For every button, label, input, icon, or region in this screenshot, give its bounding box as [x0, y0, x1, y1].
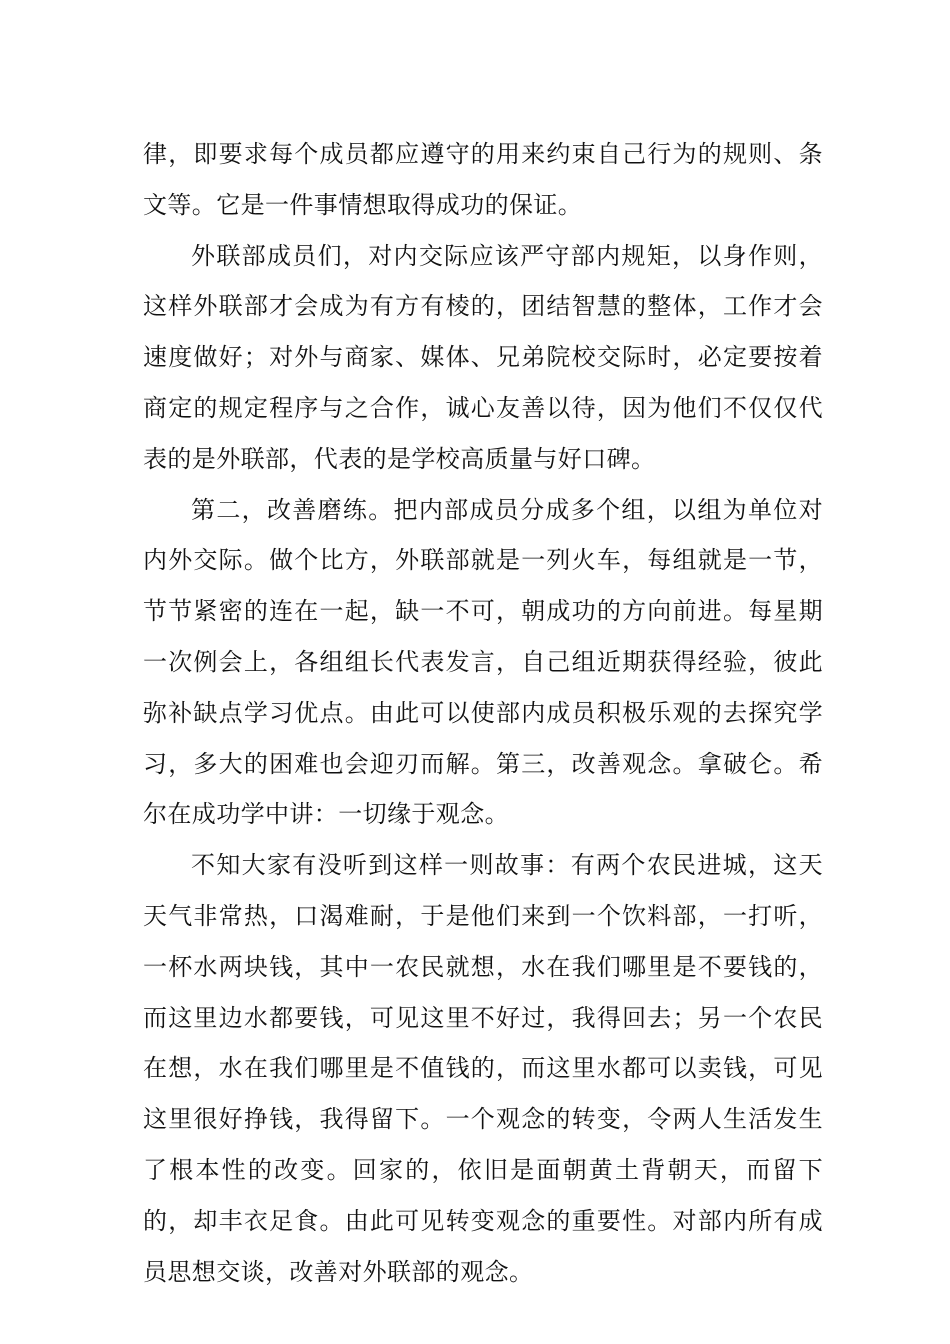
paragraph-1: 律，即要求每个成员都应遵守的用来约束自己行为的规则、条文等。它是一件事情想取得成功的保证。	[143, 140, 823, 219]
paragraph-4: 不知大家有没听到这样一则故事：有两个农民进城，这天天气非常热，口渴难耐，于是他们来到一个饮料部，一打听，一杯水两块钱，其中一农民就想，水在我们哪里是不要钱的，而这里边水都要钱，可见这里不好过，我得回去；另一个农民在想，水在我们哪里是不值钱的，而这里水都可以卖钱，可见这里很好挣钱，我得留下。一个观念的转变，令两人生活发生了根本性的改变。回家的，依旧是面朝黄土背朝天，而留下的，却丰衣足食。由此可见转变观念的重要性。对部内所有成员思想交谈，改善对外联部的观念。	[143, 851, 823, 1286]
paragraph-2: 外联部成员们，对内交际应该严守部内规矩，以身作则，这样外联部才会成为有方有棱的，团结智慧的整体，工作才会速度做好；对外与商家、媒体、兄弟院校交际时，必定要按着商定的规定程序与之合作，诚心友善以待，因为他们不仅仅代表的是外联部，代表的是学校高质量与好口碑。	[143, 241, 823, 473]
document-body	[143, 129, 823, 1297]
paragraph-3: 第二，改善磨练。把内部成员分成多个组，以组为单位对内外交际。做个比方，外联部就是一列火车，每组就是一节，节节紧密的连在一起，缺一不可，朝成功的方向前进。每星期一次例会上，各组组长代表发言，自己组近期获得经验，彼此弥补缺点学习优点。由此可以使部内成员积极乐观的去探究学习，多大的困难也会迎刃而解。第三，改善观念。拿破仑。希尔在成功学中讲：一切缘于观念。	[143, 495, 823, 829]
